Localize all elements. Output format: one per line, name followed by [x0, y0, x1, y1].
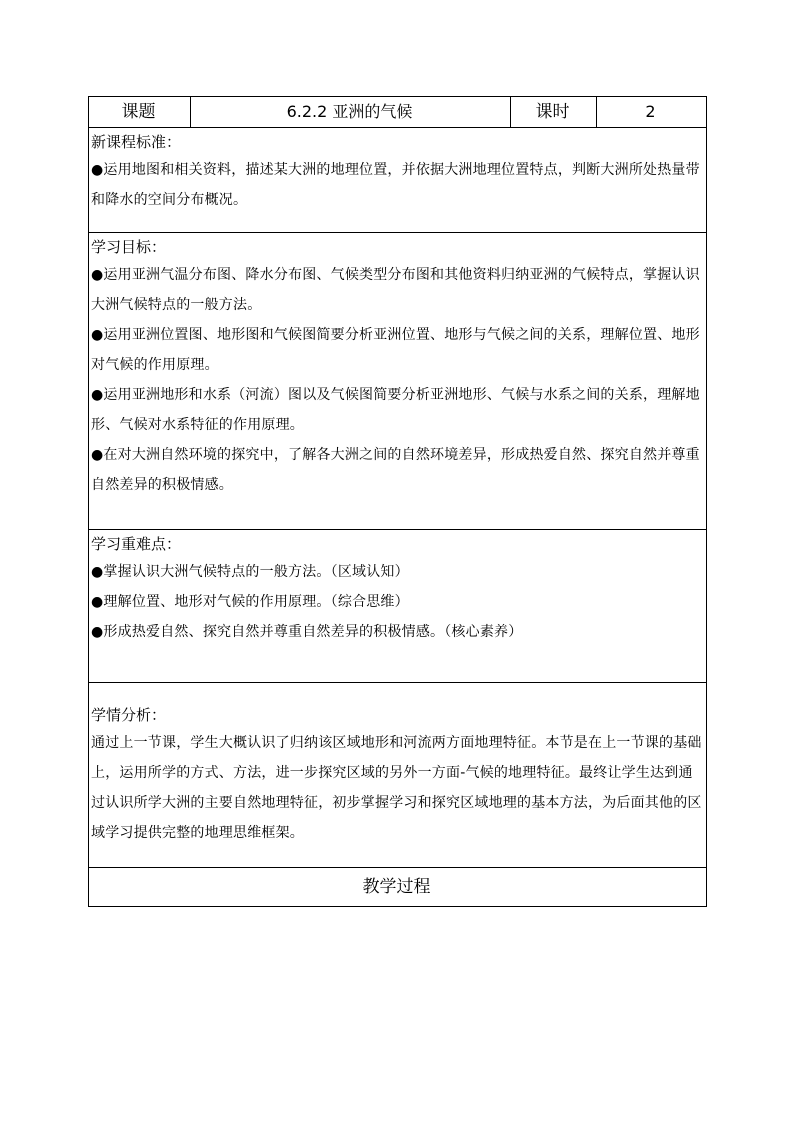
key-points-body [91, 557, 702, 647]
analysis-body [91, 728, 702, 848]
process-row [89, 868, 707, 907]
analysis-title: 学情分析： [91, 706, 167, 724]
topic-label: 课题 [89, 97, 191, 128]
analysis-item: 通过上一节课，学生大概认识了归纳该区域地形和河流两方面地理特征。本节是在上一节课的基础上，运用所学的方式、方法，进一步探究区域的另外一方面-气候的地理特征。最终让学生达到通过认识所学大洲的主要自然地理特征，初步掌握学习和探究区域地理的基本方法，为后面其他的区域学习提供完整的地理思维框架。 [91, 735, 702, 841]
key-point-item: ●理解位置、地形对气候的作用原理。（综合思维） [91, 594, 409, 610]
process-title: 教学过程 [89, 868, 707, 907]
objectives-row [89, 233, 707, 530]
key-points-cell [89, 530, 707, 683]
key-point-item: ●掌握认识大洲气候特点的一般方法。（区域认知） [91, 564, 409, 580]
analysis-cell [89, 683, 707, 868]
standard-row [89, 128, 707, 233]
lesson-plan-table [88, 96, 707, 907]
standard-title: 新课程标准： [91, 133, 182, 151]
key-points-title: 学习重难点： [91, 535, 182, 553]
objective-item: ●运用亚洲地形和水系（河流）图以及气候图简要分析亚洲地形、气候与水系之间的关系，理解地形、气候对水系特征的作用原理。 [91, 387, 700, 433]
period-value: 2 [597, 97, 707, 128]
objectives-title: 学习目标： [91, 238, 167, 256]
key-points-row [89, 530, 707, 683]
objectives-body [91, 260, 702, 500]
analysis-row [89, 683, 707, 868]
header-row [89, 97, 707, 128]
objectives-cell [89, 233, 707, 530]
standard-cell [89, 128, 707, 233]
period-label: 课时 [511, 97, 597, 128]
topic-value: 6.2.2 亚洲的气候 [191, 97, 511, 128]
standard-body [91, 155, 702, 215]
objective-item: ●运用亚洲气温分布图、降水分布图、气候类型分布图和其他资料归纳亚洲的气候特点，掌握认识大洲气候特点的一般方法。 [91, 267, 700, 313]
objective-item: ●在对大洲自然环境的探究中，了解各大洲之间的自然环境差异，形成热爱自然、探究自然并尊重自然差异的积极情感。 [91, 447, 700, 493]
key-point-item: ●形成热爱自然、探究自然并尊重自然差异的积极情感。（核心素养） [91, 624, 523, 640]
standard-item: ●运用地图和相关资料，描述某大洲的地理位置，并依据大洲地理位置特点，判断大洲所处热量带和降水的空间分布概况。 [91, 162, 700, 208]
objective-item: ●运用亚洲位置图、地形图和气候图简要分析亚洲位置、地形与气候之间的关系，理解位置、地形对气候的作用原理。 [91, 327, 700, 373]
